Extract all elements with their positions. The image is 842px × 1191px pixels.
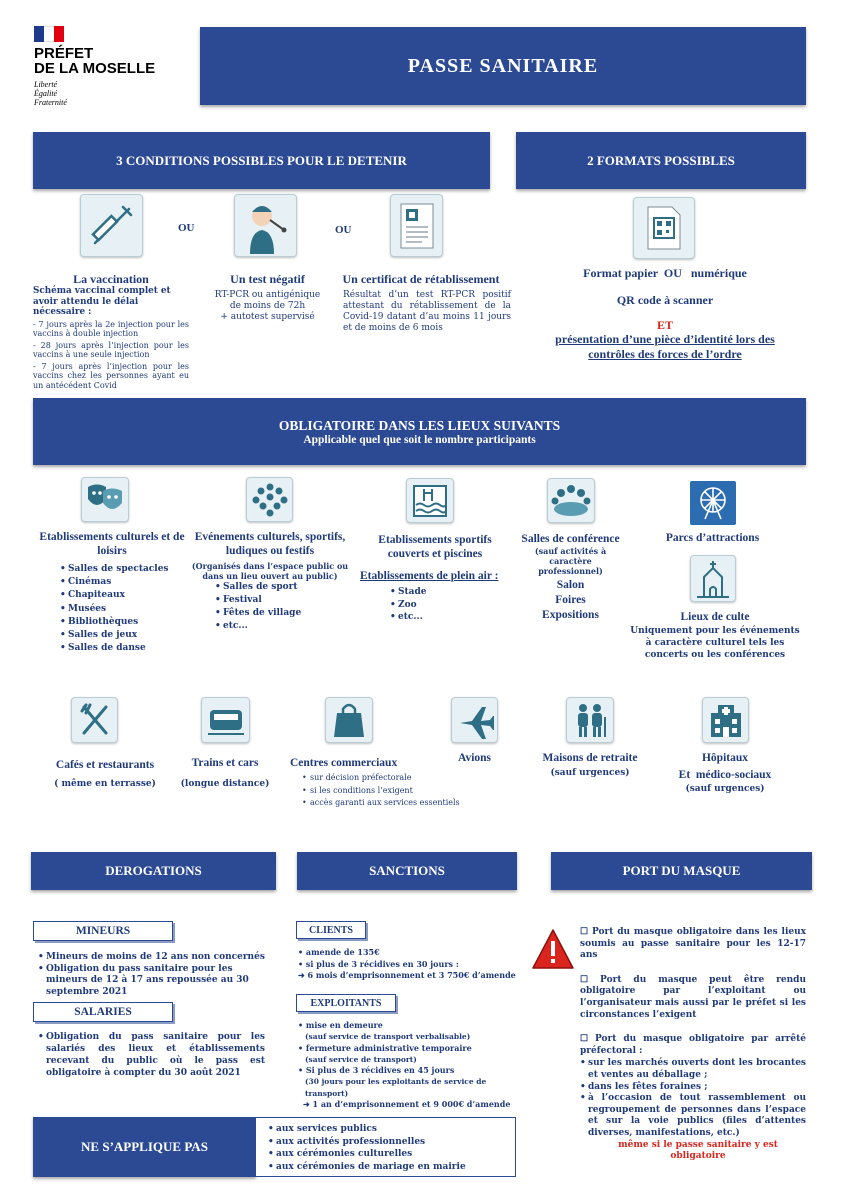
prefecture-logo bbox=[34, 26, 184, 126]
exploitants-mise-note: (sauf service de transport verbalisable) bbox=[305, 1032, 471, 1042]
hopitaux-line2: Et médico-sociaux bbox=[678, 769, 772, 781]
list-item: • Stade bbox=[390, 586, 515, 599]
lieux-band-title: OBLIGATOIRE DANS LES LIEUX SUIVANTS bbox=[278, 417, 561, 433]
masque-point1: ☐ Port du masque obligatoire dans les lieux soumis au passe sanitaire pour les 12-17 ans bbox=[580, 927, 806, 961]
logo-line2: DE LA MOSELLE bbox=[34, 60, 156, 77]
clients-recidive: • si plus de 3 récidives en 30 jours : bbox=[298, 958, 459, 969]
culturels-block bbox=[33, 530, 191, 655]
salaries-label: SALARIES bbox=[33, 1002, 173, 1022]
list-item: • etc... bbox=[390, 611, 515, 624]
test-title: Un test négatif bbox=[230, 272, 305, 286]
vaccination-sub: Schéma vaccinal complet et avoir attendu le délai nécessaire : bbox=[33, 286, 171, 317]
exploitants-mise: • mise en demeure bbox=[298, 1020, 383, 1030]
culte-block bbox=[630, 610, 800, 661]
certificate-icon bbox=[390, 194, 443, 257]
conference-salon: Salon bbox=[556, 579, 585, 591]
conference-foires: Foires bbox=[555, 594, 586, 606]
exploitants-fermeture-note: (sauf service de transport) bbox=[305, 1054, 417, 1064]
test-block bbox=[205, 272, 330, 323]
sportifs-list bbox=[390, 586, 515, 624]
vaccination-title: La vaccination bbox=[73, 272, 149, 286]
sportifs-title: Etablissements sportifs couverts et piscines bbox=[378, 534, 492, 560]
culturels-list bbox=[60, 563, 191, 655]
list-item: • Mineurs de moins de 12 ans non concernés bbox=[38, 952, 270, 964]
conference-icon bbox=[547, 478, 595, 523]
test-line1: RT-PCR ou antigénique bbox=[214, 290, 321, 300]
cafes-note: ( même en terrasse) bbox=[54, 779, 156, 789]
masque-band bbox=[551, 852, 812, 890]
list-item: • Salles de jeux bbox=[60, 629, 191, 642]
crowd-icon bbox=[246, 477, 293, 522]
nesapplique-band bbox=[33, 1117, 256, 1177]
list-item: • Musées bbox=[60, 603, 191, 616]
exploitants-label: EXPLOITANTS bbox=[296, 994, 396, 1012]
masque-list bbox=[580, 1058, 806, 1139]
retraite-block bbox=[530, 751, 650, 779]
list-item: • etc... bbox=[215, 620, 350, 633]
elderly-couple-icon bbox=[566, 697, 614, 743]
cafes-title: Cafés et restaurants bbox=[55, 759, 155, 771]
list-item: • Salles de sport bbox=[215, 581, 350, 594]
conference-block bbox=[508, 532, 633, 622]
sanctions-band-label: SANCTIONS bbox=[369, 863, 445, 878]
mineurs-label: MINEURS bbox=[33, 921, 173, 941]
masque-block bbox=[580, 927, 806, 1163]
masque-point3: ☐ Port du masque obligatoire par arrêté préfectoral : bbox=[580, 1034, 806, 1056]
cafes-block bbox=[35, 758, 175, 790]
vaccination-item: - 28 jours après l’injection pour les vaccins à une seule injection bbox=[33, 340, 189, 359]
culturels-title: Etablissements culturels et de loisirs bbox=[39, 531, 185, 557]
hopitaux-note: (sauf urgences) bbox=[685, 784, 765, 794]
sportifs-block bbox=[355, 533, 515, 624]
masque-point2: ☐ Port du masque peut être rendu obligatoire par l’exploitant ou l’organisateur mais aussi par le préfet si les circonstances l’exigent bbox=[580, 974, 806, 1020]
vaccination-block bbox=[33, 272, 189, 390]
formats-line4: contrôles des forces de l’ordre bbox=[588, 347, 742, 361]
list-item: • Bibliothèques bbox=[60, 616, 191, 629]
exploitants-recidive: • Si plus de 3 récidives en 45 jours bbox=[298, 1065, 455, 1076]
airplane-icon bbox=[451, 697, 498, 743]
trains-note: (longue distance) bbox=[180, 779, 270, 789]
hopitaux-block bbox=[655, 751, 795, 795]
list-item: • dans les fêtes foraines ; bbox=[580, 1082, 806, 1094]
culte-title: Lieux de culte bbox=[680, 611, 750, 623]
conference-note: (sauf activités à caractère professionnel) bbox=[534, 546, 607, 576]
certificate-text: Résultat d’un test RT-PCR positif attestant du rétablissement de la Covid-19 datant d’au moins 11 jours et de moins de 6 mois bbox=[343, 290, 511, 333]
derogations-band-label: DEROGATIONS bbox=[105, 863, 202, 878]
evenements-block bbox=[190, 530, 350, 633]
exploitants-fermeture: • fermeture administrative temporaire bbox=[298, 1042, 472, 1053]
list-item: • Obligation du pass sanitaire pour les salariés des lieux et établissements recevant du public où le pass est obligatoire à compter du 30 août 2021 bbox=[38, 1031, 265, 1079]
qr-document-icon bbox=[633, 197, 695, 259]
conditions-band-label: 3 CONDITIONS POSSIBLES POUR LE DETENIR bbox=[116, 152, 407, 168]
formats-line1: Format papier OU numérique bbox=[583, 266, 747, 280]
evenements-title: Evénements culturels, sportifs, ludiques ou festifs bbox=[194, 531, 346, 557]
masque-band-label: PORT DU MASQUE bbox=[622, 863, 741, 878]
list-item: • aux cérémonies de mariage en mairie bbox=[268, 1161, 466, 1174]
trains-title: Trains et cars bbox=[191, 757, 259, 769]
exploitants-recidive-note: (30 jours pour les exploitants de service de transport) bbox=[305, 1077, 487, 1098]
derogations-band bbox=[31, 852, 276, 890]
sanctions-band bbox=[297, 852, 517, 890]
conditions-band bbox=[33, 132, 490, 189]
lieux-band bbox=[33, 398, 806, 465]
culte-note: Uniquement pour les événements à caractère culturel tels les concerts ou les conférences bbox=[630, 626, 800, 660]
certificate-block bbox=[331, 272, 511, 334]
list-item: • sur décision préfectorale bbox=[302, 772, 475, 785]
list-item: • accès garanti aux services essentiels bbox=[302, 797, 475, 810]
logo-motto2: Égalité bbox=[34, 89, 58, 98]
list-item: • aux cérémonies culturelles bbox=[268, 1148, 466, 1161]
formats-line2: QR code à scanner bbox=[616, 293, 714, 307]
ferris-wheel-icon bbox=[690, 481, 736, 525]
logo-motto3: Fraternité bbox=[34, 98, 67, 107]
swimming-pool-icon bbox=[406, 478, 454, 523]
list-item: • Festival bbox=[215, 594, 350, 607]
list-item: • à l’occasion de tout rassemblement ou regroupement de personnes dans l’espace et sur la voie publics (files d’attentes diverses, manifestations, etc.) bbox=[580, 1093, 806, 1139]
exploitants-peine: ➜ 1 an d’emprisonnement et 9 000€ d’amende bbox=[303, 1099, 511, 1110]
nasal-swab-icon bbox=[234, 194, 297, 257]
conference-title: Salles de conférence bbox=[521, 533, 620, 545]
trains-block bbox=[165, 756, 285, 790]
formats-line3: présentation d’une pièce d’identité lors des bbox=[555, 332, 775, 346]
list-item: • Zoo bbox=[390, 599, 515, 612]
logo-line1: PRÉFET bbox=[34, 45, 94, 62]
list-item: • Obligation du pass sanitaire pour les mineurs de 12 à 17 ans repoussée au 30 septembre 2021 bbox=[38, 964, 270, 999]
warning-icon bbox=[531, 928, 575, 970]
test-line2: de moins de 72h bbox=[229, 301, 306, 311]
list-item: • si les conditions l’exigent bbox=[302, 785, 475, 798]
or-label-1: OU bbox=[178, 222, 195, 234]
cutlery-icon bbox=[71, 697, 118, 743]
formats-band bbox=[516, 132, 806, 189]
lieux-band-sub: Applicable quel que soit le nombre participants bbox=[303, 433, 536, 446]
test-line3: + autotest supervisé bbox=[220, 312, 315, 322]
shopping-bag-icon bbox=[325, 697, 373, 743]
certificate-title: Un certificat de rétablissement bbox=[342, 272, 500, 286]
clients-block bbox=[298, 947, 523, 982]
retraite-title: Maisons de retraite bbox=[542, 752, 638, 764]
clients-label: CLIENTS bbox=[296, 921, 366, 939]
or-label-2: OU bbox=[335, 224, 352, 236]
list-item: • Fêtes de village bbox=[215, 607, 350, 620]
logo-motto1: Liberté bbox=[34, 80, 58, 89]
conference-expositions: Expositions bbox=[542, 609, 599, 621]
vaccination-item: - 7 jours après la 2e injection pour les vaccins à double injection bbox=[33, 319, 189, 338]
clients-amende: • amende de 135€ bbox=[298, 947, 380, 957]
salaries-list bbox=[38, 1031, 265, 1079]
header-title-band bbox=[200, 27, 806, 105]
list-item: • Chapiteaux bbox=[60, 589, 191, 602]
evenements-list bbox=[215, 581, 350, 633]
marianne-flag-icon bbox=[34, 26, 64, 42]
list-item: • Cinémas bbox=[60, 576, 191, 589]
list-item: • Salles de spectacles bbox=[60, 563, 191, 576]
nesapplique-list bbox=[268, 1123, 466, 1173]
hospital-icon bbox=[702, 697, 749, 743]
mineurs-list bbox=[38, 952, 270, 998]
avions-title: Avions bbox=[458, 752, 492, 764]
evenements-note: (Organisés dans l’espace public ou dans un lieu ouvert au public) bbox=[191, 561, 349, 581]
vaccination-item: - 7 jours après l’injection pour les vaccins chez les personnes ayant eu un antécédent Covid bbox=[33, 361, 189, 390]
list-item: • sur les marchés ouverts dont les brocantes et ventes au déballage ; bbox=[580, 1058, 806, 1081]
clients-peine: ➜ 6 mois d’emprisonnement et 3 750€ d’amende bbox=[298, 970, 516, 980]
theatre-masks-icon bbox=[81, 477, 129, 522]
list-item: • aux services publics bbox=[268, 1123, 466, 1136]
sportifs-sub: Etablissements de plein air : bbox=[360, 570, 499, 582]
formats-et: ET bbox=[656, 318, 673, 332]
syringe-icon bbox=[80, 194, 143, 257]
exploitants-block bbox=[298, 1020, 526, 1110]
train-icon bbox=[201, 697, 250, 743]
nesapplique-band-label: NE S’APPLIQUE PAS bbox=[81, 1139, 208, 1154]
list-item: • Salles de danse bbox=[60, 642, 191, 655]
centres-block bbox=[290, 756, 475, 810]
masque-red-note: même si le passe sanitaire y est obligatoire bbox=[618, 1139, 778, 1162]
formats-band-label: 2 FORMATS POSSIBLES bbox=[587, 152, 735, 168]
page-title: PASSE SANITAIRE bbox=[407, 54, 599, 77]
church-icon bbox=[690, 555, 736, 602]
list-item: • aux activités professionnelles bbox=[268, 1136, 466, 1149]
formats-block bbox=[540, 266, 790, 361]
retraite-note: (sauf urgences) bbox=[550, 768, 630, 778]
nesapplique-box bbox=[256, 1117, 516, 1177]
parcs-title: Parcs d’attractions bbox=[665, 532, 760, 544]
centres-title: Centres commerciaux bbox=[290, 757, 398, 769]
hopitaux-title: Hôpitaux bbox=[701, 752, 748, 764]
centres-list bbox=[302, 772, 475, 810]
